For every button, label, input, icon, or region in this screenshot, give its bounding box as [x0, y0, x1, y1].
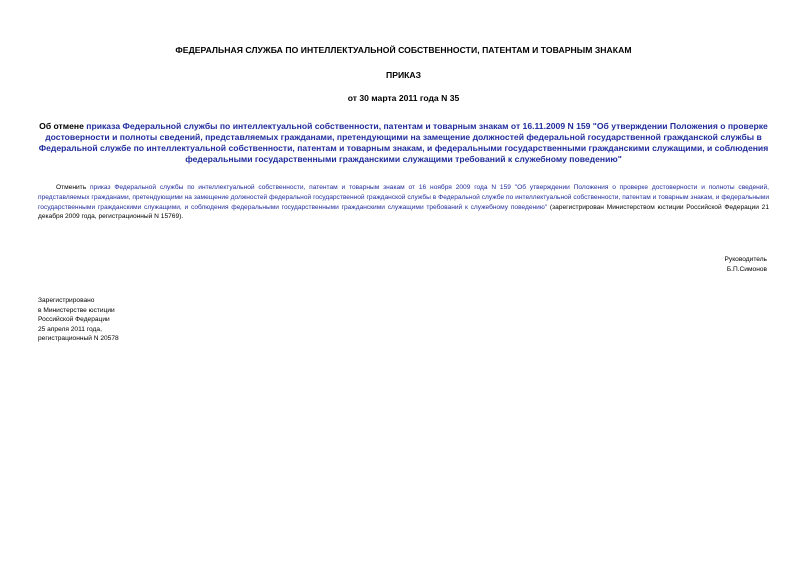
- registration-line: регистрационный N 20578: [38, 335, 119, 343]
- document-date-number: от 30 марта 2011 года N 35: [347, 93, 460, 103]
- heading-link[interactable]: приказа Федеральной службы по интеллектуальной собственности, патентам и товарным знакам от 16.11.2009 N 159 "Об утверждении Положения о проверке достоверности и полноты сведений, представляемых гражданами, претендующими на замещение должностей федеральной государственной гражданской службы в Федеральной службе по интеллектуальной собственности, патентам и товарным знакам, и федеральными государственными гражданскими служащими, и соблюдения федеральными государственными гражданскими служащими требований к служебному поведению": [38, 121, 769, 164]
- signature-name: Б.П.Симонов: [726, 265, 767, 273]
- body-prefix: Отменить: [56, 184, 90, 191]
- registration-line: Зарегистрировано: [38, 297, 95, 304]
- body-suffix: (зарегистрирован Министерством юстиции Российской Федерации 21 декабря 2009 года, регистрационный N 15769).: [38, 203, 769, 221]
- body-paragraph: [38, 183, 769, 222]
- body-link[interactable]: приказ Федеральной службы по интеллектуальной собственности, патентам и товарным знакам от 16 ноября 2009 года N 159 "Об утверждении Положения о проверке достоверности и полноты сведений, представляемых гражданами, претендующими на замещение должностей федеральной государственной гражданской службы в Федеральной службе по интеллектуальной собственности, патентам и товарным знакам, и федеральными государственными гражданскими служащими, и соблюдения федеральными государственными гражданскими служащими требований к служебному поведению": [38, 184, 770, 211]
- registration-line: Российской Федерации: [38, 316, 110, 324]
- document-type: ПРИКАЗ: [386, 70, 421, 80]
- document-heading: [38, 121, 769, 165]
- registration-line: 25 апреля 2011 года,: [38, 325, 102, 333]
- heading-prefix: Об отмене: [39, 121, 87, 131]
- registration-block: [38, 296, 119, 344]
- agency-title: ФЕДЕРАЛЬНАЯ СЛУЖБА ПО ИНТЕЛЛЕКТУАЛЬНОЙ СОБСТВЕННОСТИ, ПАТЕНТАМ И ТОВАРНЫМ ЗНАКАМ: [175, 45, 632, 55]
- registration-line: в Министерстве юстиции: [38, 306, 115, 314]
- signature-title: Руководитель: [724, 256, 767, 263]
- signature-block: [725, 255, 767, 274]
